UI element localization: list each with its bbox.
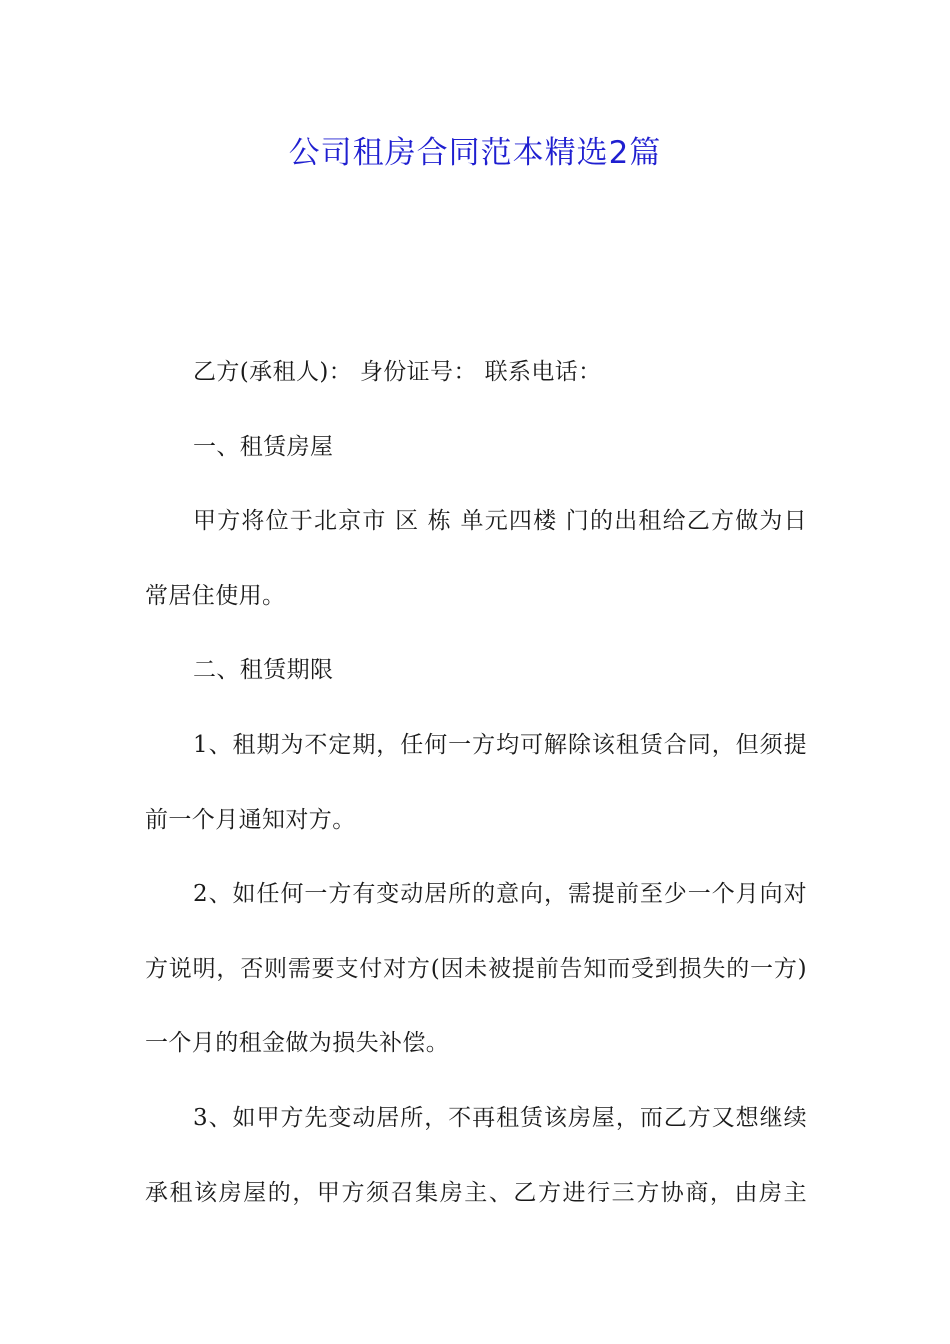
section-heading-rental-term: 二、租赁期限 — [193, 657, 334, 684]
section-heading-rental-property: 一、租赁房屋 — [193, 433, 334, 460]
term-clause-3: 3、如甲方先变动居所，不再租赁该房屋，而乙方又想继续承租该房屋的，甲方须召集房主、乙方进行三方协商，由房主 — [145, 1104, 807, 1206]
rental-property-paragraph: 甲方将位于北京市 区 栋 单元四楼 门的出租给乙方做为日常居住使用。 — [145, 508, 807, 609]
document-title: 公司租房合同范本精选2篇 — [288, 135, 662, 171]
term-clause-1: 1、租期为不定期，任何一方均可解除该租赁合同，但须提前一个月通知对方。 — [145, 731, 807, 833]
document-body — [145, 335, 807, 1230]
party-b-info-line: 乙方(承租人)： 身份证号： 联系电话： — [193, 359, 602, 385]
term-clause-2: 2、如任何一方有变动居所的意向，需提前至少一个月向对方说明，否则需要支付对方(因未被提前告知而受到损失的一方)一个月的租金做为损失补偿。 — [145, 881, 807, 1057]
